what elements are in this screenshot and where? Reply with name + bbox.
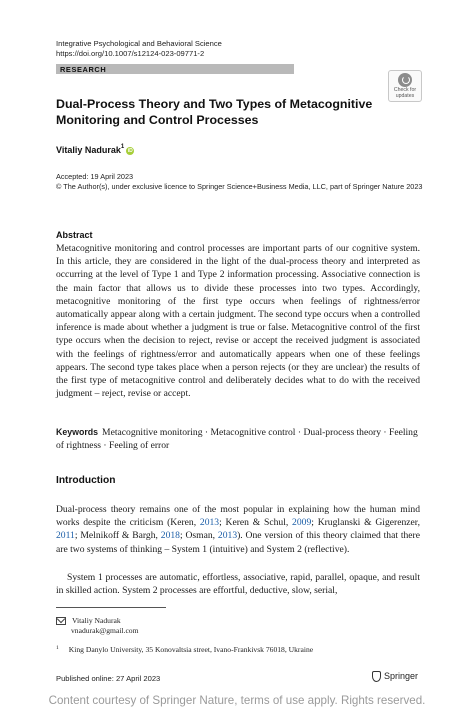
- text-run: Dual-process theory remains one of the most popular in explaining how the human mind works despite the criticism (Keren,: [56, 504, 420, 529]
- introduction-paragraph-2: System 1 processes are automatic, effortless, associative, rapid, parallel, opaque, and result in skilled action. System 2 processes are effortful, deductive, slow, serial,: [56, 572, 420, 597]
- published-date: Published online: 27 April 2023: [56, 674, 161, 683]
- journal-header: [56, 39, 222, 59]
- citation-link[interactable]: 2009: [292, 517, 312, 529]
- accepted-date: Accepted: 19 April 2023: [56, 172, 134, 181]
- introduction-heading: Introduction: [56, 475, 116, 486]
- check-updates-icon: [398, 73, 412, 87]
- journal-name: Integrative Psychological and Behavioral Science: [56, 39, 222, 48]
- author-line: [56, 145, 134, 155]
- footnote-divider: [56, 607, 166, 608]
- section-label: RESEARCH: [60, 64, 107, 74]
- corresponding-author: [56, 616, 139, 636]
- citation-link[interactable]: 2011: [56, 530, 75, 542]
- affiliation-footnote: [56, 645, 313, 654]
- article-meta: [56, 172, 426, 192]
- keywords: [56, 426, 418, 452]
- orcid-icon[interactable]: iD: [127, 147, 133, 154]
- copyright-notice: © The Author(s), under exclusive licence to Springer Science+Business Media, LLC, part of Springer Nature 2023: [56, 182, 423, 191]
- keywords-label: Keywords: [56, 427, 99, 437]
- abstract-heading: Abstract: [56, 230, 93, 240]
- doi-link[interactable]: https://doi.org/10.1007/s12124-023-09771-2: [56, 49, 205, 58]
- contact-name: Vitaliy Nadurak: [72, 616, 121, 625]
- check-updates-line1: Check for: [393, 87, 417, 93]
- author-name[interactable]: Vitaliy Nadurak: [56, 145, 121, 155]
- check-updates-line2: updates: [395, 92, 415, 99]
- mail-icon: [56, 617, 66, 625]
- text-run: ; Kruglanski & Gigerenzer,: [311, 517, 420, 529]
- article-title: Dual-Process Theory and Two Types of Metacognitive Monitoring and Control Processes: [56, 97, 373, 127]
- publisher-name: Springer: [384, 671, 419, 681]
- check-for-updates-badge[interactable]: [388, 70, 422, 102]
- courtesy-watermark: Content courtesy of Springer Nature, terms of use apply. Rights reserved.: [48, 694, 426, 707]
- text-run: ; Keren & Schul,: [219, 517, 293, 529]
- citation-link[interactable]: 2013: [199, 517, 220, 529]
- contact-email[interactable]: vnadurak@gmail.com: [71, 626, 139, 635]
- citation-link[interactable]: 2018: [160, 530, 180, 542]
- text-run: ). One version of this theory claimed that there are two systems of thinking – System 1 (intuitive) and System 2 (reflective).: [56, 530, 421, 555]
- affiliation-text: King Danylo University, 35 Konovaltsia street, Ivano-Frankivsk 76018, Ukraine: [68, 645, 314, 654]
- author-affiliation-mark: 1: [120, 144, 125, 150]
- keywords-text: Metacognitive monitoring · Metacognitive control · Dual-process theory · Feeling of rightness · Feeling of error: [56, 427, 418, 452]
- publisher-logo: [372, 671, 418, 682]
- affiliation-number: 1: [56, 645, 59, 651]
- introduction-paragraph-1: [56, 503, 420, 556]
- abstract-text: Metacognitive monitoring and control processes are important parts of our cognitive system. In this article, they are considered in the light of the dual-process theory and interpreted as occurring at the level of Type 1 and Type 2 information processing. Associative connection is the main factor that allows us to divide these processes into two types. Accordingly, metacognitive monitoring of the first type occurs when feelings of rightness/error automatically appear along with a certain judgment. The second type occurs when a controlled inference is made about whether a judgment is true or false. Metacognitive control of the first type occurs when the decision to reject, revise or accept the received judgment is associated with the feelings of rightness/error and automatically appears when one of these feelings appears. The second type takes place when a person rejects (or they are unclear) the results of the first type of metacognitive control and deliberately decides what to do with the received judgment – reject, revise or accept.: [56, 243, 420, 400]
- text-run: ; Osman,: [179, 530, 218, 542]
- citation-link[interactable]: 2013: [217, 530, 238, 542]
- text-run: ; Melnikoff & Bargh,: [74, 530, 161, 542]
- springer-horse-icon: [372, 671, 381, 682]
